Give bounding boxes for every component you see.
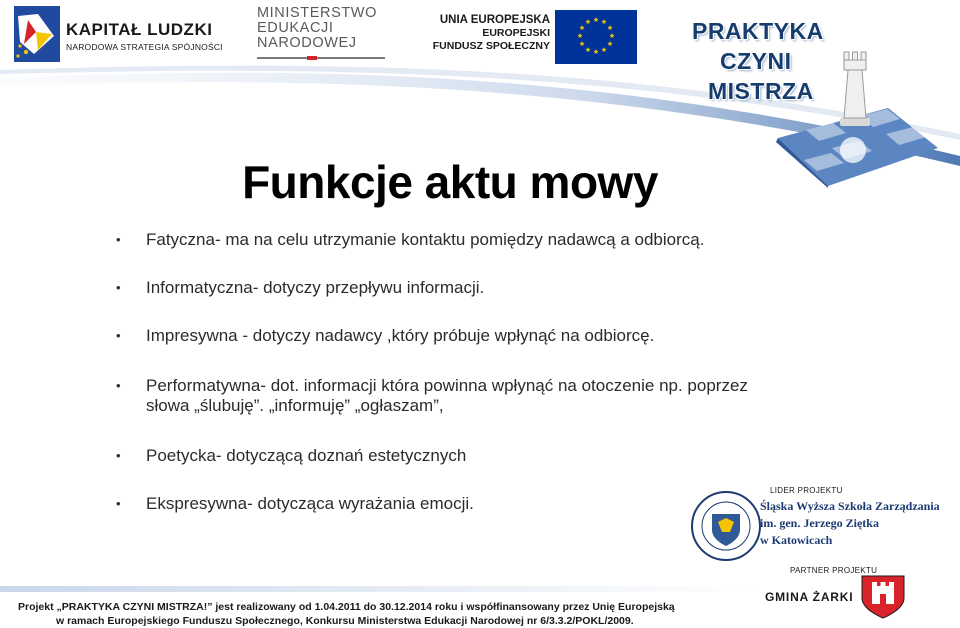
bullet-text: Fatyczna- ma na celu utrzymanie kontaktu pomiędzy nadawcą a odbiorcą.: [146, 230, 705, 249]
partner-name: GMINA ŻARKI: [765, 590, 854, 604]
list-item: [116, 278, 756, 298]
kapital-ludzki-title: KAPITAŁ LUDZKI: [66, 20, 213, 39]
svg-text:★: ★: [606, 40, 614, 48]
leader-name-line-2: im. gen. Jerzego Ziętka: [760, 516, 879, 530]
svg-text:★: ★: [600, 18, 608, 26]
gmina-crest-icon: [858, 574, 908, 620]
eu-line-1: UNIA EUROPEJSKA: [439, 14, 550, 26]
project-logo-line-2: CZYNI: [720, 48, 792, 74]
footer-line-2: w ramach Europejskiego Funduszu Społecznego, Konkursu Ministerstwa Edukacji Narodowej nr 6/3.3.2/POKL/2009.: [56, 615, 634, 627]
leader-name-line-3: w Katowicach: [760, 533, 833, 547]
bullet-icon: •: [116, 496, 121, 511]
leader-name: [760, 498, 940, 549]
eu-line-2: EUROPEJSKI: [482, 27, 550, 39]
chess-pieces-icon: [834, 30, 876, 130]
bullet-text: Informatyczna- dotyczy przepływu informacji.: [146, 278, 485, 297]
kapital-ludzki-logo: [14, 6, 244, 62]
leader-name-line-1: Śląska Wyższa Szkoła Zarządzania: [760, 499, 940, 513]
university-seal-icon: [690, 490, 762, 562]
kapital-ludzki-subtitle: NARODOWA STRATEGIA SPÓJNOŚCI: [66, 42, 223, 52]
bullet-icon: •: [116, 378, 121, 393]
list-item: [116, 376, 756, 416]
bullet-text: Impresywna - dotyczy nadawcy ,który próbuje wpłynąć na odbiorcę.: [146, 326, 655, 345]
bullet-text: Performatywna- dot. informacji która powinna wpłynąć na otoczenie np. poprzez słowa „ślubuję”. „informuję” „ogłaszam”,: [146, 376, 748, 415]
footer-text: [18, 600, 675, 628]
ministry-line-1: MINISTERSTWO: [257, 5, 377, 21]
leader-label: LIDER PROJEKTU: [770, 486, 843, 495]
eu-text: [432, 14, 550, 53]
list-item: [116, 494, 756, 514]
svg-text:★: ★: [606, 24, 614, 32]
svg-text:★: ★: [600, 46, 608, 54]
kapital-ludzki-star-icon: [14, 6, 60, 62]
svg-text:★: ★: [584, 46, 592, 54]
list-item: [116, 446, 756, 466]
footer-divider: [0, 584, 760, 594]
eu-line-3: FUNDUSZ SPOŁECZNY: [432, 40, 550, 52]
bullet-text: Poetycka- dotyczącą doznań estetycznych: [146, 446, 467, 465]
ministry-line-3: NARODOWEJ: [257, 35, 357, 51]
list-item: [116, 326, 756, 346]
bullet-text: Ekspresywna- dotycząca wyrażania emocji.: [146, 494, 474, 513]
svg-text:★: ★: [578, 40, 586, 48]
svg-text:★: ★: [608, 32, 616, 40]
svg-text:★: ★: [576, 32, 584, 40]
slide-title: Funkcje aktu mowy: [242, 156, 658, 208]
svg-text:★: ★: [578, 24, 586, 32]
bullet-icon: •: [116, 328, 121, 343]
project-logo-line-3: MISTRZA: [708, 78, 814, 104]
bullet-icon: •: [116, 232, 121, 247]
svg-text:★: ★: [592, 16, 600, 24]
list-item: [116, 230, 756, 250]
project-logo-line-1: PRAKTYKA: [692, 18, 824, 44]
bullet-icon: •: [116, 448, 121, 463]
ministry-line-2: EDUKACJI: [257, 20, 334, 36]
partner-label: PARTNER PROJEKTU: [790, 566, 878, 575]
svg-text:★: ★: [584, 18, 592, 26]
bullet-icon: •: [116, 280, 121, 295]
svg-text:★: ★: [592, 48, 600, 56]
footer-line-1: Projekt „PRAKTYKA CZYNI MISTRZA!” jest realizowany od 1.04.2011 do 30.12.2014 roku i współfinansowany przez Unię Europejską: [18, 601, 675, 613]
